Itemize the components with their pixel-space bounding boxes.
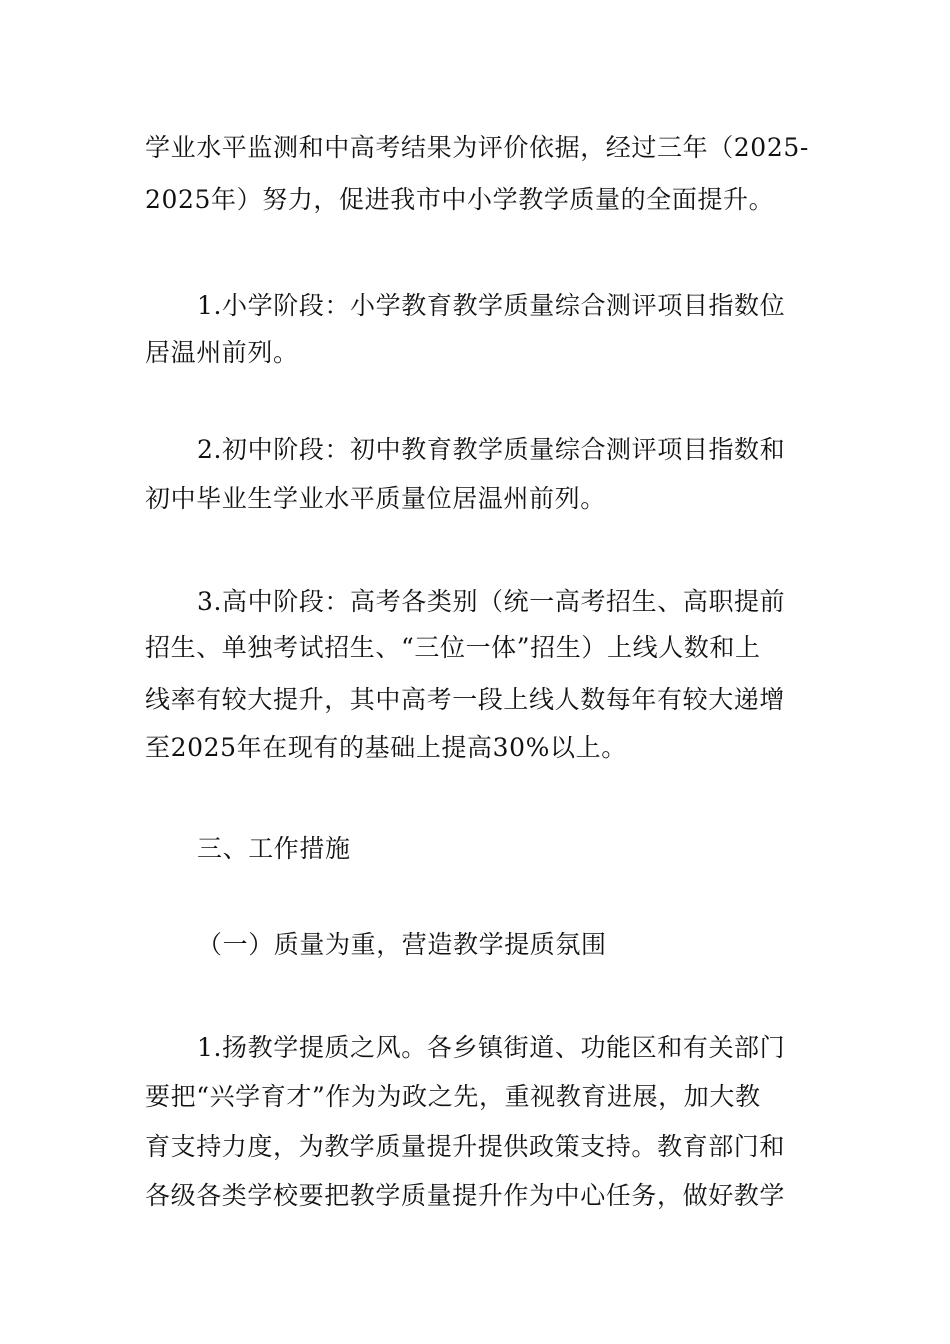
paragraph-line: 各级各类学校要把教学质量提升作为中心任务，做好教学: [145, 1181, 786, 1210]
paragraph-line: 居温州前列。: [145, 338, 299, 367]
paragraph-line: 2025年）努力，促进我市中小学教学质量的全面提升。: [145, 185, 775, 214]
paragraph-line: 至2025年在现有的基础上提高30%以上。: [145, 733, 627, 762]
section-heading: 三、工作措施: [197, 834, 351, 863]
subsection-heading: （一）质量为重，营造教学提质氛围: [197, 930, 607, 959]
paragraph-line: 初中毕业生学业水平质量位居温州前列。: [145, 484, 606, 513]
paragraph-line: 招生、单独考试招生、“三位一体”招生）上线人数和上: [145, 633, 761, 662]
paragraph-line: 1.小学阶段：小学教育教学质量综合测评项目指数位: [197, 291, 786, 320]
paragraph-line: 线率有较大提升，其中高考一段上线人数每年有较大递增: [145, 685, 786, 714]
paragraph-line: 要把“兴学育才”作为为政之先，重视教育进展，加大教: [145, 1082, 761, 1111]
paragraph-line: 学业水平监测和中高考结果为评价依据，经过三年（2025-: [145, 133, 809, 162]
paragraph-line: 2.初中阶段：初中教育教学质量综合测评项目指数和: [197, 435, 786, 464]
paragraph-line: 3.高中阶段：高考各类别（统一高考招生、高职提前: [197, 587, 786, 616]
paragraph-line: 1.扬教学提质之风。各乡镇街道、功能区和有关部门: [197, 1033, 786, 1062]
paragraph-line: 育支持力度，为教学质量提升提供政策支持。教育部门和: [145, 1132, 786, 1161]
